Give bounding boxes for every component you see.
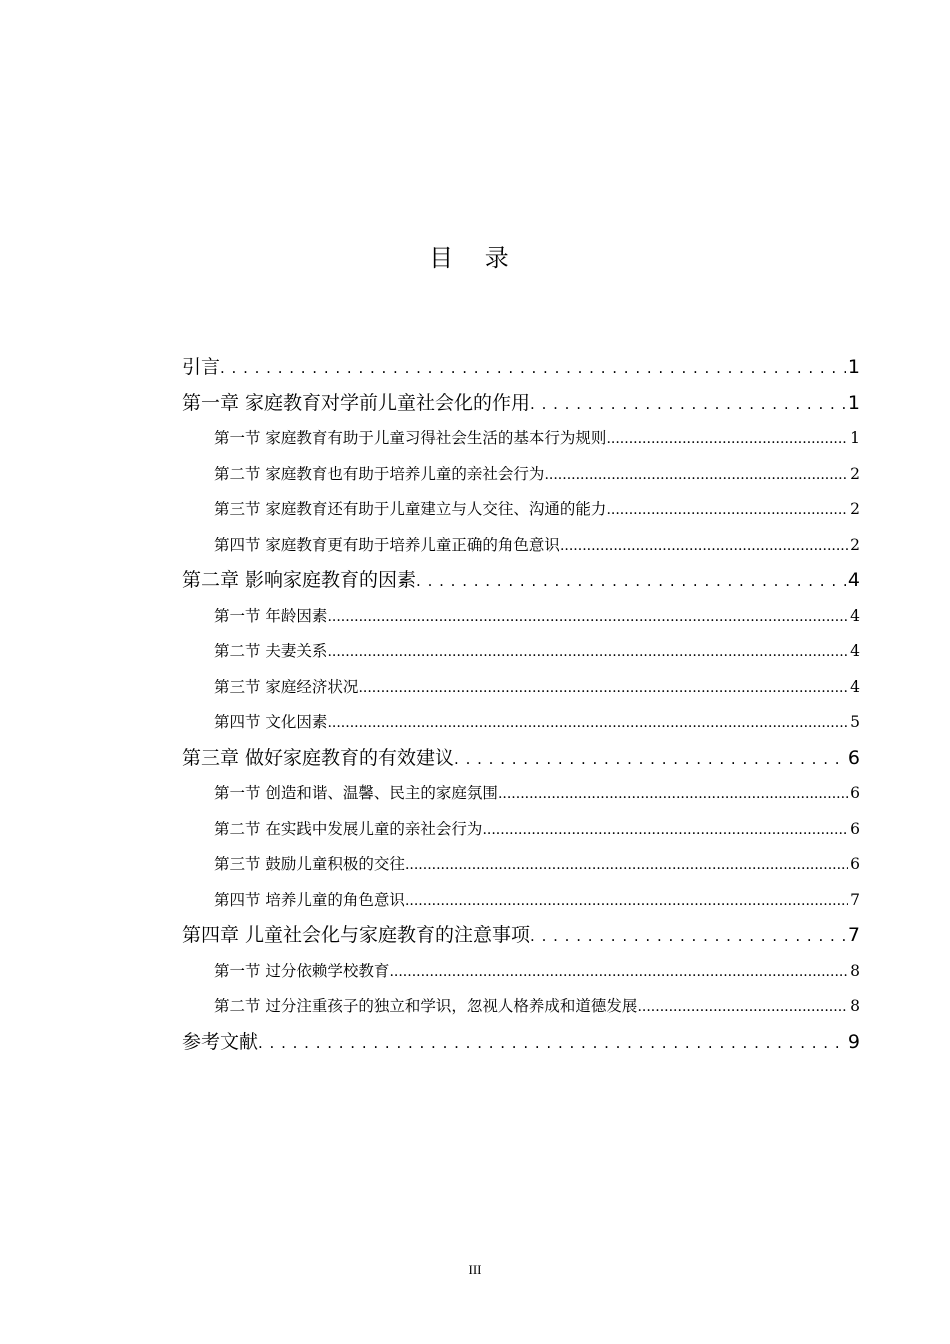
toc-entry-label: 第三节 鼓励儿童积极的交往 bbox=[214, 855, 405, 873]
toc-entry-label: 引言 bbox=[182, 356, 221, 378]
toc-entry-label: 第一章 家庭教育对学前儿童社会化的作用 bbox=[182, 391, 531, 414]
toc-entry-page: 4 bbox=[850, 642, 860, 660]
dot-leader bbox=[358, 670, 848, 707]
toc-entry-label: 第二节 过分注重孩子的独立和学识，忽视人格养成和道德发展 bbox=[214, 997, 638, 1015]
dot-leader bbox=[258, 1025, 846, 1062]
toc-entry-page: 2 bbox=[850, 500, 860, 518]
toc-section-entry[interactable] bbox=[182, 954, 860, 990]
dot-leader bbox=[327, 599, 848, 636]
toc-chapter-entry[interactable] bbox=[182, 1025, 860, 1061]
dot-leader bbox=[405, 883, 848, 920]
toc-entry-page: 1 bbox=[847, 356, 860, 378]
dot-leader bbox=[327, 634, 848, 671]
dot-leader bbox=[606, 421, 848, 458]
toc-section-entry[interactable] bbox=[182, 634, 860, 670]
toc-entry-page: 8 bbox=[850, 997, 860, 1015]
toc-section-entry[interactable] bbox=[182, 457, 860, 493]
toc-section-entry[interactable] bbox=[182, 812, 860, 848]
dot-leader bbox=[416, 563, 846, 600]
toc-entry-label: 第四节 培养儿童的角色意识 bbox=[214, 890, 405, 909]
dot-leader bbox=[637, 989, 848, 1026]
dot-leader bbox=[405, 847, 848, 884]
dot-leader bbox=[482, 812, 848, 849]
dot-leader bbox=[544, 457, 848, 494]
toc-entry-label: 第三节 家庭经济状况 bbox=[214, 677, 359, 696]
toc-entry-label: 第一节 创造和谐、温馨、民主的家庭氛围 bbox=[214, 784, 498, 802]
toc-entry-label: 第三章 做好家庭教育的有效建议 bbox=[182, 746, 455, 769]
page-number: III bbox=[468, 1262, 482, 1277]
toc-entry-page: 6 bbox=[850, 819, 860, 838]
toc-entry-page: 2 bbox=[850, 535, 860, 554]
toc-entry-page: 7 bbox=[847, 924, 860, 946]
dot-leader bbox=[498, 776, 848, 813]
toc-entry-page: 6 bbox=[850, 855, 860, 873]
toc-entry-label: 第三节 家庭教育还有助于儿童建立与人交往、沟通的能力 bbox=[214, 500, 607, 518]
toc-chapter-entry[interactable] bbox=[182, 350, 860, 386]
toc-entry-page: 7 bbox=[850, 890, 860, 909]
dot-leader bbox=[389, 954, 848, 991]
toc-section-entry[interactable] bbox=[182, 705, 860, 741]
toc-chapter-entry[interactable] bbox=[182, 563, 860, 599]
toc-section-entry[interactable] bbox=[182, 847, 860, 883]
toc-entry-label: 第二章 影响家庭教育的因素 bbox=[182, 569, 417, 591]
toc-entry-label: 第二节 家庭教育也有助于培养儿童的亲社会行为 bbox=[214, 464, 545, 483]
toc-chapter-entry[interactable] bbox=[182, 918, 860, 954]
page-title: 目 录 bbox=[429, 244, 521, 272]
toc-entry-label: 参考文献 bbox=[182, 1030, 259, 1053]
toc-entry-page: 4 bbox=[850, 677, 860, 696]
toc-section-entry[interactable] bbox=[182, 670, 860, 706]
dot-leader bbox=[220, 350, 846, 387]
dot-leader bbox=[606, 492, 848, 529]
table-of-contents bbox=[182, 350, 860, 1060]
toc-entry-label: 第四节 文化因素 bbox=[214, 713, 328, 731]
toc-entry-label: 第二节 在实践中发展儿童的亲社会行为 bbox=[214, 819, 483, 838]
dot-leader bbox=[560, 528, 848, 565]
toc-entry-page: 1 bbox=[847, 391, 860, 414]
toc-chapter-entry[interactable] bbox=[182, 386, 860, 422]
toc-entry-page: 5 bbox=[850, 713, 860, 731]
toc-section-entry[interactable] bbox=[182, 989, 860, 1025]
toc-entry-label: 第四章 儿童社会化与家庭教育的注意事项 bbox=[182, 924, 531, 946]
toc-entry-label: 第二节 夫妻关系 bbox=[214, 642, 328, 660]
toc-entry-page: 8 bbox=[850, 961, 860, 980]
toc-entry-page: 4 bbox=[847, 569, 860, 591]
toc-section-entry[interactable] bbox=[182, 528, 860, 564]
toc-entry-label: 第一节 过分依赖学校教育 bbox=[214, 961, 390, 980]
dot-leader bbox=[454, 741, 846, 778]
toc-entry-page: 6 bbox=[850, 784, 860, 802]
toc-entry-label: 第四节 家庭教育更有助于培养儿童正确的角色意识 bbox=[214, 535, 560, 554]
dot-leader bbox=[327, 705, 848, 742]
toc-entry-page: 1 bbox=[850, 429, 860, 447]
toc-entry-page: 2 bbox=[850, 464, 860, 483]
toc-section-entry[interactable] bbox=[182, 776, 860, 812]
toc-entry-label: 第一节 家庭教育有助于儿童习得社会生活的基本行为规则 bbox=[214, 429, 607, 447]
toc-section-entry[interactable] bbox=[182, 599, 860, 635]
toc-entry-page: 9 bbox=[847, 1030, 860, 1053]
toc-entry-page: 4 bbox=[850, 606, 860, 625]
toc-entry-page: 6 bbox=[847, 746, 860, 769]
dot-leader bbox=[530, 386, 846, 423]
toc-entry-label: 第一节 年龄因素 bbox=[214, 606, 328, 625]
toc-chapter-entry[interactable] bbox=[182, 741, 860, 777]
toc-section-entry[interactable] bbox=[182, 883, 860, 919]
toc-section-entry[interactable] bbox=[182, 492, 860, 528]
toc-section-entry[interactable] bbox=[182, 421, 860, 457]
dot-leader bbox=[530, 918, 846, 955]
